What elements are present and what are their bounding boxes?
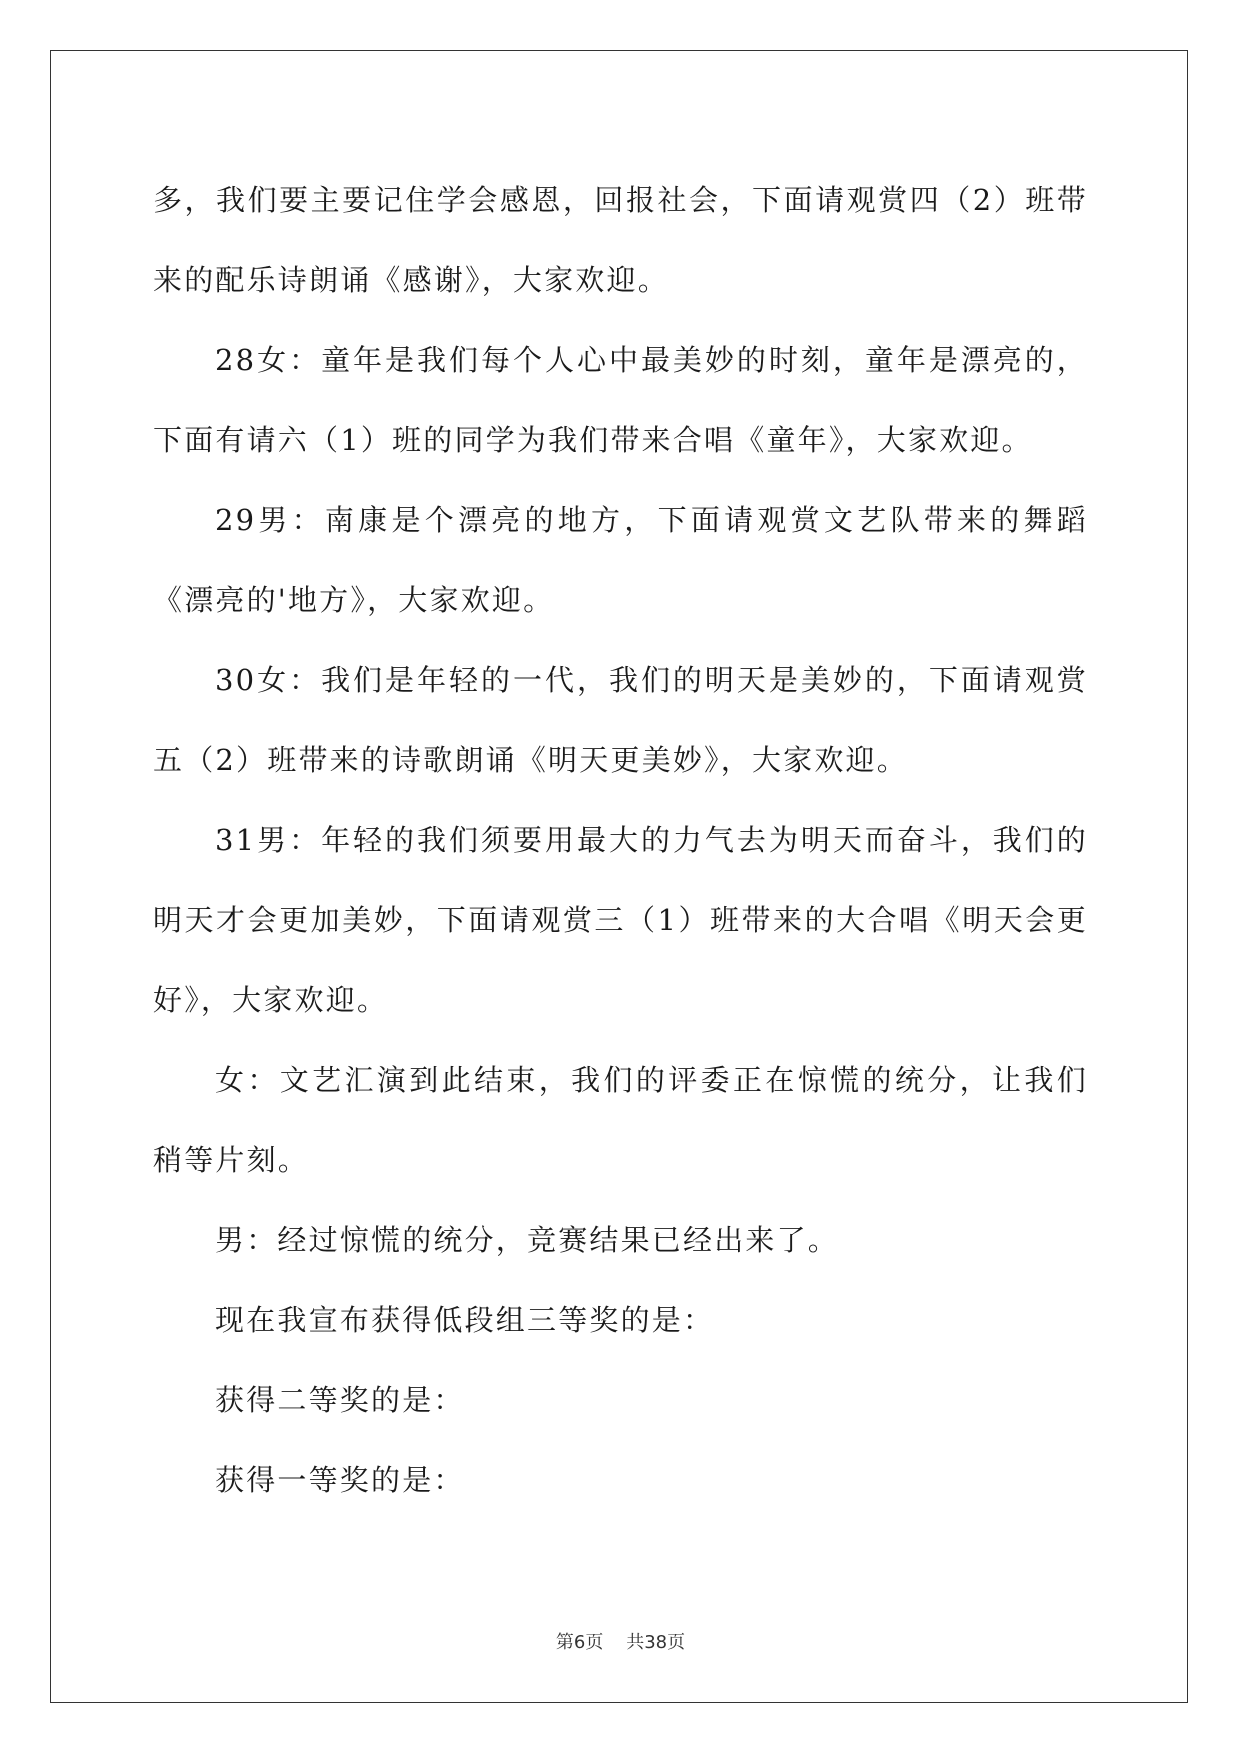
total-page-count: 共38页 <box>626 1632 686 1653</box>
document-body <box>153 160 1088 1520</box>
paragraph-second-prize: 获得二等奖的是： <box>215 1383 465 1417</box>
paragraph-28: 28女：童年是我们每个人心中最美妙的时刻，童年是漂亮的，下面有请六（1）班的同学为我们带来合唱《童年》，大家欢迎。 <box>153 343 1088 457</box>
paragraph-31: 31男：年轻的我们须要用最大的力气去为明天而奋斗，我们的明天才会更加美妙，下面请观赏三（1）班带来的大合唱《明天会更好》，大家欢迎。 <box>153 823 1088 1017</box>
paragraph-closing-female: 女：文艺汇演到此结束，我们的评委正在惊慌的统分，让我们稍等片刻。 <box>153 1063 1088 1177</box>
current-page-number: 第6页 <box>555 1632 604 1653</box>
paragraph-closing-male: 男：经过惊慌的统分，竞赛结果已经出来了。 <box>215 1223 840 1257</box>
paragraph-first-prize: 获得一等奖的是： <box>215 1463 465 1497</box>
paragraph-continuation: 多，我们要主要记住学会感恩，回报社会，下面请观赏四（2）班带来的配乐诗朗诵《感谢》，大家欢迎。 <box>153 183 1088 297</box>
paragraph-29: 29男：南康是个漂亮的地方，下面请观赏文艺队带来的舞蹈《漂亮的'地方》，大家欢迎。 <box>153 503 1088 617</box>
page-footer <box>0 1628 1241 1654</box>
paragraph-third-prize: 现在我宣布获得低段组三等奖的是： <box>215 1303 715 1337</box>
paragraph-30: 30女：我们是年轻的一代，我们的明天是美妙的，下面请观赏五（2）班带来的诗歌朗诵《明天更美妙》，大家欢迎。 <box>153 663 1088 777</box>
